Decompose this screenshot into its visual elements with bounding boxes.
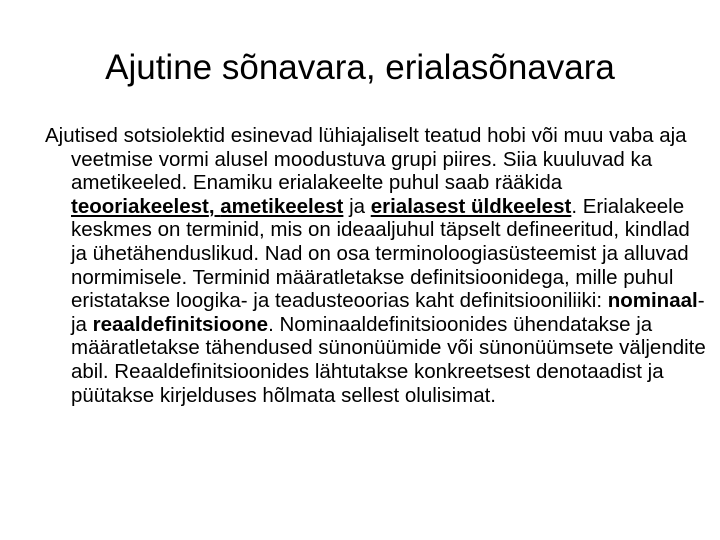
term-ametikeel: ametikeelest (220, 194, 344, 218)
term-separator: , (208, 194, 221, 218)
term-reaaldefinitsioon: reaaldefinitsioone (92, 312, 269, 336)
term-separator: - ja (71, 289, 705, 336)
term-nominaal: nominaal (607, 289, 698, 313)
paragraph-text: . Nominaaldefinitsioonides ühendatakse ja määratletakse tähendused sünonüümide või sünonüümsete väljendite abil. Reaaldefinitsioonides lähtutakse konkreetsest denotaadist ja püütakse kirjelduses hõlmata sellest olulisimat. (71, 312, 706, 407)
body-paragraph (45, 124, 711, 407)
term-teooriakeel: teooriakeelest (71, 194, 209, 218)
slide-title: Ajutine sõnavara, erialasõnavara (105, 48, 615, 87)
paragraph-text: . Erialakeele keskmes on terminid, mis on ideaaljuhul täpselt defineeritud, kindlad ja ühetähenduslikud. Nad on osa terminoloogiasüsteemist ja alluvad normimisele. Terminid määratletakse definitsioonidega, mille puhul eristatakse loogika- ja teadusteoorias kaht definitsiooniliiki: (71, 194, 690, 313)
term-separator: ja (343, 194, 371, 218)
paragraph-text: Ajutised sotsiolektid esinevad lühiajaliselt teatud hobi või muu vaba aja veetmise vormi alusel moodustuva grupi piires. Siia kuuluvad ka ametikeeled. Enamiku erialakeelte puhul saab rääkida (45, 124, 687, 195)
term-erialane-uldkeel: erialasest üldkeelest (370, 194, 572, 218)
